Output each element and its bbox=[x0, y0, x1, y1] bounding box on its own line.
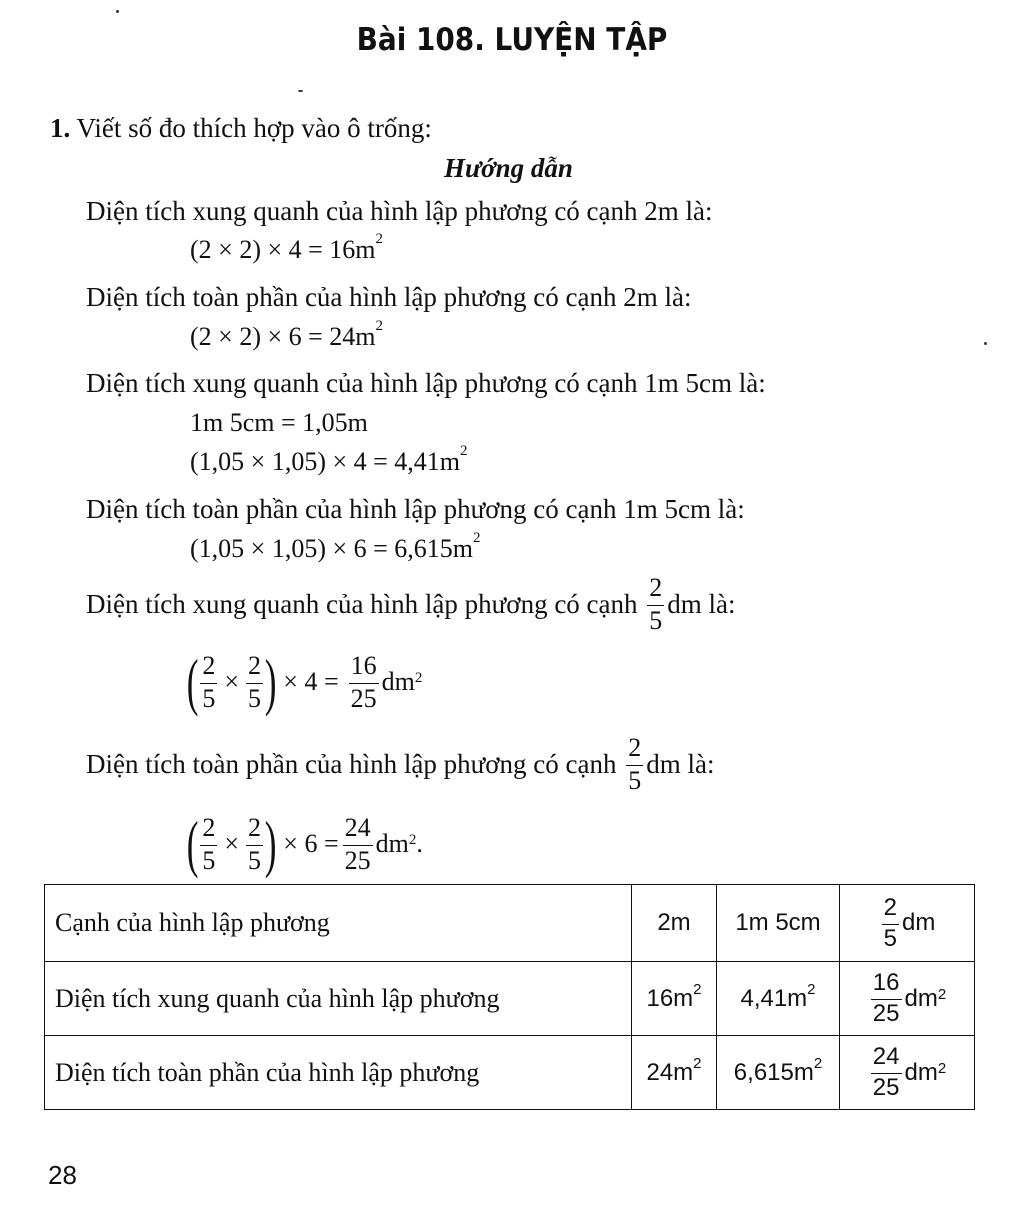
table-row bbox=[45, 962, 975, 1036]
cell-side-1m5cm: 1m 5cm bbox=[717, 885, 840, 962]
line-lateral-1m5cm: Diện tích xung quanh của hình lập phương có cạnh 1m 5cm là: bbox=[86, 368, 766, 398]
row-label-lateral: Diện tích xung quanh của hình lập phương bbox=[45, 962, 632, 1036]
row-label-total: Diện tích toàn phần của hình lập phương bbox=[45, 1036, 632, 1110]
line-total-2m: Diện tích toàn phần của hình lập phương có cạnh 2m là: bbox=[86, 282, 692, 312]
line-lateral-fraction: Diện tích xung quanh của hình lập phương có cạnh $\frac{2}{5}$ dm là: bbox=[86, 573, 736, 635]
line-total-1m5cm: Diện tích toàn phần của hình lập phương có cạnh 1m 5cm là: bbox=[86, 494, 745, 524]
cell-lateral-2m: $16m^2$ bbox=[632, 962, 717, 1036]
answer-table bbox=[44, 884, 975, 1110]
page-number: 28 bbox=[48, 1160, 77, 1190]
fraction-side: $\frac{2}{5}$ bbox=[649, 573, 663, 635]
print-speck bbox=[984, 342, 987, 345]
fraction-side: $\frac{2}{5}$ bbox=[628, 733, 642, 795]
print-speck bbox=[298, 90, 303, 92]
cell-total-2m: $24m^2$ bbox=[632, 1036, 717, 1110]
guide-heading: Hướng dẫn bbox=[444, 153, 573, 183]
exercise-prompt: Viết số đo thích hợp vào ô trống: bbox=[76, 113, 432, 143]
table-row bbox=[45, 1036, 975, 1110]
table-row bbox=[45, 885, 975, 962]
exercise-number: 1. bbox=[50, 113, 71, 143]
print-speck bbox=[116, 10, 119, 13]
cell-lateral-fraction: $\frac{16}{25}$ dm $^2$ bbox=[840, 962, 975, 1036]
exercise-heading bbox=[50, 113, 432, 144]
cell-side-2m: 2m bbox=[632, 885, 717, 962]
cell-total-fraction: $\frac{24}{25}$ dm $^2$ bbox=[840, 1036, 975, 1110]
line-lateral-2m: Diện tích xung quanh của hình lập phương có cạnh 2m là: bbox=[86, 196, 713, 226]
calc-total-2m: $(2 \times 2) \times 6 = 24m^2$ bbox=[190, 318, 384, 351]
cell-lateral-1m5cm: $4,41m^2$ bbox=[717, 962, 840, 1036]
calc-lateral-1m5cm: $(1,05 \times 1,05) \times 4 = 4,41m^2$ bbox=[190, 443, 468, 476]
calc-lateral-fraction: ( $\frac{2}{5}$ × $\frac{2}{5}$ ) × 4 = $\frac{16}{25}$ dm $^2$ bbox=[186, 646, 423, 717]
line-total-fraction: Diện tích toàn phần của hình lập phương có cạnh $\frac{2}{5}$ dm là: bbox=[86, 733, 715, 795]
row-label-side: Cạnh của hình lập phương bbox=[45, 885, 632, 962]
cell-side-fraction: $\frac{2}{5}$ dm bbox=[840, 885, 975, 962]
calc-total-fraction: ( $\frac{2}{5}$ × $\frac{2}{5}$ ) × 6 = $\frac{24}{25}$ dm $^2$ . bbox=[186, 808, 423, 879]
page-title: Bài 108. LUYỆN TẬP bbox=[356, 22, 668, 58]
calc-lateral-2m: $(2 \times 2) \times 4 = 16m^2$ bbox=[190, 231, 384, 264]
calc-total-1m5cm: $(1,05 \times 1,05) \times 6 = 6,615m^2$ bbox=[190, 530, 481, 563]
cell-total-1m5cm: $6,615m^2$ bbox=[717, 1036, 840, 1110]
calc-conversion: 1m 5cm = 1,05m bbox=[190, 408, 368, 437]
